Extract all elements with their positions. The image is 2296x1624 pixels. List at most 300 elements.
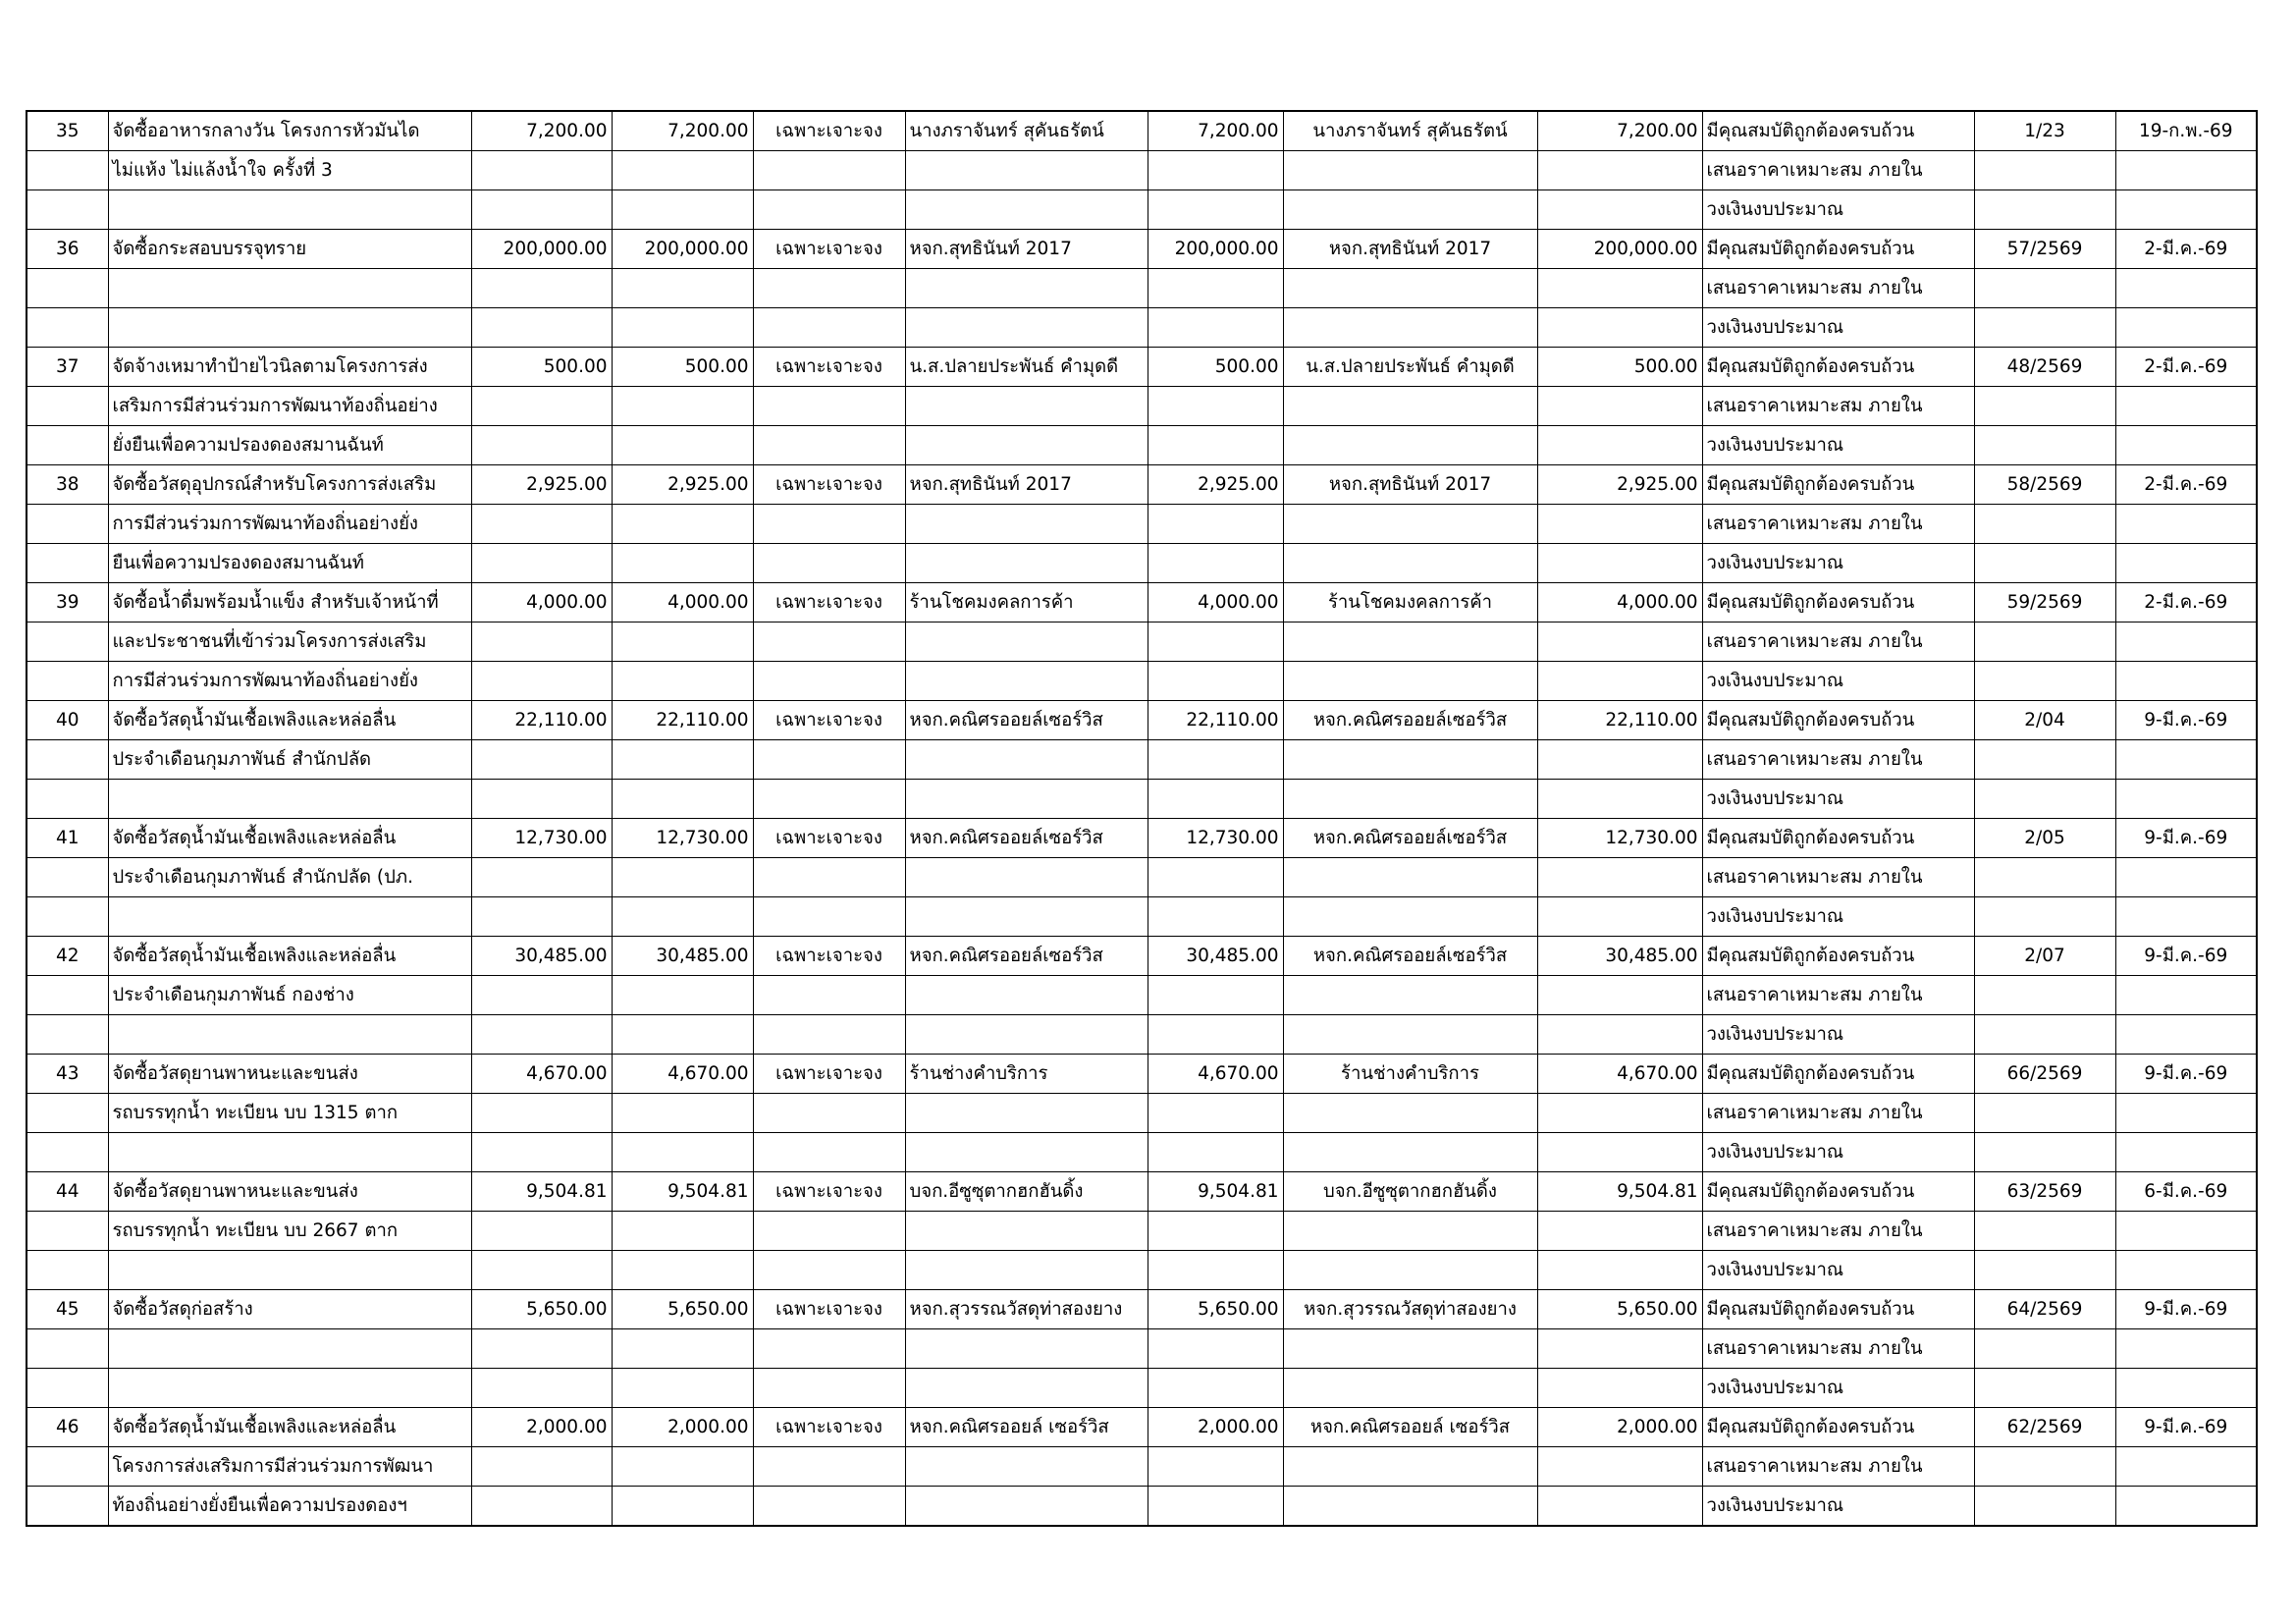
contract-date <box>2115 269 2257 308</box>
budget-amount <box>471 151 612 190</box>
procurement-method <box>753 1369 905 1408</box>
bidder-name <box>905 740 1148 780</box>
winner-name <box>1283 1212 1537 1251</box>
contract-date: 2-มี.ค.-69 <box>2115 465 2257 505</box>
bidder-name <box>905 1212 1148 1251</box>
bidder-name <box>905 1329 1148 1369</box>
item-number <box>27 190 108 230</box>
table-row <box>27 190 2257 230</box>
table-row <box>27 1369 2257 1408</box>
contract-number: 62/2569 <box>1974 1408 2115 1447</box>
table-row <box>27 505 2257 544</box>
winner-name: นางภราจันทร์ สุคันธรัตน์ <box>1283 111 1537 151</box>
procurement-method <box>753 269 905 308</box>
selection-reason: มีคุณสมบัติถูกต้องครบถ้วน <box>1702 348 1974 387</box>
winner-name <box>1283 1133 1537 1172</box>
median-price: 4,670.00 <box>612 1055 753 1094</box>
contract-date: 9-มี.ค.-69 <box>2115 1290 2257 1329</box>
winning-price <box>1537 426 1702 465</box>
procurement-method: เฉพาะเจาะจง <box>753 111 905 151</box>
item-number: 44 <box>27 1172 108 1212</box>
median-price <box>612 269 753 308</box>
procurement-method: เฉพาะเจาะจง <box>753 701 905 740</box>
table-row <box>27 230 2257 269</box>
winner-name <box>1283 544 1537 583</box>
winner-name: หจก.คณิศรออยล์เซอร์วิส <box>1283 937 1537 976</box>
winner-name <box>1283 505 1537 544</box>
selection-reason: มีคุณสมบัติถูกต้องครบถ้วน <box>1702 819 1974 858</box>
selection-reason: วงเงินงบประมาณ <box>1702 308 1974 348</box>
contract-number <box>1974 1369 2115 1408</box>
median-price <box>612 544 753 583</box>
median-price <box>612 1447 753 1487</box>
budget-amount: 30,485.00 <box>471 937 612 976</box>
bid-price <box>1148 1133 1283 1172</box>
winner-name <box>1283 1094 1537 1133</box>
median-price: 12,730.00 <box>612 819 753 858</box>
winner-name <box>1283 1447 1537 1487</box>
contract-number <box>1974 387 2115 426</box>
bidder-name <box>905 308 1148 348</box>
selection-reason: เสนอราคาเหมาะสม ภายใน <box>1702 1329 1974 1369</box>
item-description: จัดซื้อวัสดุน้ำมันเชื้อเพลิงและหล่อลื่น <box>108 819 471 858</box>
winning-price <box>1537 780 1702 819</box>
bid-price <box>1148 1212 1283 1251</box>
winner-name <box>1283 1015 1537 1055</box>
contract-number <box>1974 1212 2115 1251</box>
bidder-name <box>905 269 1148 308</box>
selection-reason: มีคุณสมบัติถูกต้องครบถ้วน <box>1702 465 1974 505</box>
budget-amount <box>471 1212 612 1251</box>
selection-reason: เสนอราคาเหมาะสม ภายใน <box>1702 269 1974 308</box>
selection-reason: มีคุณสมบัติถูกต้องครบถ้วน <box>1702 230 1974 269</box>
median-price: 4,000.00 <box>612 583 753 623</box>
procurement-method: เฉพาะเจาะจง <box>753 1055 905 1094</box>
median-price <box>612 387 753 426</box>
table-row <box>27 308 2257 348</box>
contract-date: 2-มี.ค.-69 <box>2115 230 2257 269</box>
item-number <box>27 976 108 1015</box>
item-number <box>27 308 108 348</box>
item-description: ประจำเดือนกุมภาพันธ์ สำนักปลัด <box>108 740 471 780</box>
median-price <box>612 662 753 701</box>
item-number <box>27 740 108 780</box>
budget-amount: 12,730.00 <box>471 819 612 858</box>
winner-name <box>1283 269 1537 308</box>
procurement-method <box>753 740 905 780</box>
winner-name: หจก.สุทธินันท์ 2017 <box>1283 230 1537 269</box>
budget-amount <box>471 780 612 819</box>
procurement-method: เฉพาะเจาะจง <box>753 937 905 976</box>
winning-price <box>1537 897 1702 937</box>
median-price: 22,110.00 <box>612 701 753 740</box>
procurement-method <box>753 623 905 662</box>
winner-name <box>1283 426 1537 465</box>
contract-date <box>2115 1015 2257 1055</box>
procurement-method <box>753 1329 905 1369</box>
item-description: จัดซื้อวัสดุยานพาหนะและขนส่ง <box>108 1172 471 1212</box>
bid-price: 30,485.00 <box>1148 937 1283 976</box>
median-price <box>612 1133 753 1172</box>
winner-name <box>1283 1329 1537 1369</box>
item-description: และประชาชนที่เข้าร่วมโครงการส่งเสริม <box>108 623 471 662</box>
winning-price: 5,650.00 <box>1537 1290 1702 1329</box>
winning-price <box>1537 505 1702 544</box>
bidder-name <box>905 662 1148 701</box>
budget-amount: 4,670.00 <box>471 1055 612 1094</box>
selection-reason: วงเงินงบประมาณ <box>1702 190 1974 230</box>
table-row <box>27 1251 2257 1290</box>
median-price <box>612 308 753 348</box>
winner-name: ร้านช่างคำบริการ <box>1283 1055 1537 1094</box>
item-number <box>27 426 108 465</box>
item-description: จัดซื้อวัสดุน้ำมันเชื้อเพลิงและหล่อลื่น <box>108 1408 471 1447</box>
procurement-method <box>753 308 905 348</box>
bid-price: 2,000.00 <box>1148 1408 1283 1447</box>
winning-price <box>1537 387 1702 426</box>
table-row <box>27 387 2257 426</box>
item-description: จัดซื้อน้ำดื่มพร้อมน้ำแข็ง สำหรับเจ้าหน้าที่ <box>108 583 471 623</box>
item-number: 37 <box>27 348 108 387</box>
selection-reason: เสนอราคาเหมาะสม ภายใน <box>1702 151 1974 190</box>
bid-price: 4,000.00 <box>1148 583 1283 623</box>
bidder-name <box>905 544 1148 583</box>
winning-price: 4,000.00 <box>1537 583 1702 623</box>
procurement-method: เฉพาะเจาะจง <box>753 465 905 505</box>
selection-reason: วงเงินงบประมาณ <box>1702 544 1974 583</box>
item-description: โครงการส่งเสริมการมีส่วนร่วมการพัฒนา <box>108 1447 471 1487</box>
contract-number <box>1974 308 2115 348</box>
contract-number: 1/23 <box>1974 111 2115 151</box>
item-number <box>27 858 108 897</box>
table-row <box>27 1447 2257 1487</box>
item-number <box>27 1369 108 1408</box>
bid-price <box>1148 269 1283 308</box>
budget-amount <box>471 190 612 230</box>
procurement-method: เฉพาะเจาะจง <box>753 1408 905 1447</box>
table-row <box>27 151 2257 190</box>
contract-date <box>2115 1329 2257 1369</box>
item-number <box>27 1133 108 1172</box>
winning-price <box>1537 269 1702 308</box>
selection-reason: มีคุณสมบัติถูกต้องครบถ้วน <box>1702 1408 1974 1447</box>
winning-price: 500.00 <box>1537 348 1702 387</box>
bid-price <box>1148 858 1283 897</box>
selection-reason: เสนอราคาเหมาะสม ภายใน <box>1702 976 1974 1015</box>
contract-date <box>2115 387 2257 426</box>
median-price <box>612 780 753 819</box>
item-number: 41 <box>27 819 108 858</box>
bidder-name: หจก.สุทธินันท์ 2017 <box>905 230 1148 269</box>
winning-price <box>1537 151 1702 190</box>
item-description <box>108 1329 471 1369</box>
item-description <box>108 780 471 819</box>
bid-price: 7,200.00 <box>1148 111 1283 151</box>
procurement-method <box>753 858 905 897</box>
contract-date <box>2115 1447 2257 1487</box>
contract-number <box>1974 190 2115 230</box>
selection-reason: เสนอราคาเหมาะสม ภายใน <box>1702 740 1974 780</box>
contract-date <box>2115 976 2257 1015</box>
contract-date: 9-มี.ค.-69 <box>2115 1055 2257 1094</box>
bidder-name: บจก.อีซูซุตากฮกฮันดิ้ง <box>905 1172 1148 1212</box>
item-number <box>27 544 108 583</box>
bidder-name <box>905 1015 1148 1055</box>
bid-price <box>1148 1094 1283 1133</box>
budget-amount: 22,110.00 <box>471 701 612 740</box>
budget-amount: 200,000.00 <box>471 230 612 269</box>
item-description: ยั่งยืนเพื่อความปรองดองสมานฉันท์ <box>108 426 471 465</box>
bid-price <box>1148 1487 1283 1527</box>
selection-reason: วงเงินงบประมาณ <box>1702 1487 1974 1527</box>
bidder-name: น.ส.ปลายประพันธ์ คำมุดดี <box>905 348 1148 387</box>
winner-name <box>1283 151 1537 190</box>
procurement-method <box>753 1015 905 1055</box>
procurement-method <box>753 662 905 701</box>
bidder-name: หจก.สุทธินันท์ 2017 <box>905 465 1148 505</box>
bid-price <box>1148 1015 1283 1055</box>
item-number: 45 <box>27 1290 108 1329</box>
item-description <box>108 897 471 937</box>
winning-price: 200,000.00 <box>1537 230 1702 269</box>
item-description <box>108 269 471 308</box>
bidder-name <box>905 387 1148 426</box>
contract-number: 58/2569 <box>1974 465 2115 505</box>
selection-reason: มีคุณสมบัติถูกต้องครบถ้วน <box>1702 111 1974 151</box>
item-description <box>108 190 471 230</box>
selection-reason: เสนอราคาเหมาะสม ภายใน <box>1702 1094 1974 1133</box>
median-price: 500.00 <box>612 348 753 387</box>
winning-price <box>1537 1329 1702 1369</box>
budget-amount: 500.00 <box>471 348 612 387</box>
budget-amount: 7,200.00 <box>471 111 612 151</box>
selection-reason: เสนอราคาเหมาะสม ภายใน <box>1702 1447 1974 1487</box>
winning-price <box>1537 1015 1702 1055</box>
winning-price <box>1537 1133 1702 1172</box>
budget-amount <box>471 308 612 348</box>
winning-price <box>1537 740 1702 780</box>
budget-amount: 9,504.81 <box>471 1172 612 1212</box>
procurement-method <box>753 897 905 937</box>
bidder-name: หจก.คณิศรออยล์เซอร์วิส <box>905 937 1148 976</box>
winner-name: หจก.สุทธินันท์ 2017 <box>1283 465 1537 505</box>
table-row <box>27 1094 2257 1133</box>
item-number: 43 <box>27 1055 108 1094</box>
winner-name <box>1283 976 1537 1015</box>
selection-reason: เสนอราคาเหมาะสม ภายใน <box>1702 505 1974 544</box>
winning-price <box>1537 976 1702 1015</box>
item-description: การมีส่วนร่วมการพัฒนาท้องถิ่นอย่างยั่ง <box>108 505 471 544</box>
contract-date: 9-มี.ค.-69 <box>2115 937 2257 976</box>
item-description: จัดซื้อกระสอบบรรจุทราย <box>108 230 471 269</box>
bid-price: 5,650.00 <box>1148 1290 1283 1329</box>
bid-price <box>1148 426 1283 465</box>
table-row <box>27 269 2257 308</box>
selection-reason: วงเงินงบประมาณ <box>1702 426 1974 465</box>
bid-price <box>1148 1447 1283 1487</box>
contract-date <box>2115 308 2257 348</box>
bidder-name: ร้านช่างคำบริการ <box>905 1055 1148 1094</box>
contract-number <box>1974 1487 2115 1527</box>
contract-number: 2/05 <box>1974 819 2115 858</box>
contract-date: 2-มี.ค.-69 <box>2115 583 2257 623</box>
table-row <box>27 662 2257 701</box>
contract-number <box>1974 897 2115 937</box>
item-description <box>108 1133 471 1172</box>
median-price: 9,504.81 <box>612 1172 753 1212</box>
median-price <box>612 1369 753 1408</box>
bid-price: 22,110.00 <box>1148 701 1283 740</box>
selection-reason: มีคุณสมบัติถูกต้องครบถ้วน <box>1702 1290 1974 1329</box>
selection-reason: วงเงินงบประมาณ <box>1702 1015 1974 1055</box>
contract-date: 9-มี.ค.-69 <box>2115 701 2257 740</box>
procurement-method: เฉพาะเจาะจง <box>753 1172 905 1212</box>
item-description: รถบรรทุกน้ำ ทะเบียน บบ 2667 ตาก <box>108 1212 471 1251</box>
selection-reason: วงเงินงบประมาณ <box>1702 1251 1974 1290</box>
bidder-name: หจก.คณิศรออยล์ เซอร์วิส <box>905 1408 1148 1447</box>
table-row <box>27 1055 2257 1094</box>
median-price <box>612 151 753 190</box>
bidder-name <box>905 623 1148 662</box>
contract-number: 2/04 <box>1974 701 2115 740</box>
bidder-name: หจก.คณิศรออยล์เซอร์วิส <box>905 701 1148 740</box>
winning-price <box>1537 858 1702 897</box>
bidder-name: ร้านโชคมงคลการค้า <box>905 583 1148 623</box>
contract-date <box>2115 662 2257 701</box>
item-description: จัดซื้อวัสดุอุปกรณ์สำหรับโครงการส่งเสริม <box>108 465 471 505</box>
item-description: เสริมการมีส่วนร่วมการพัฒนาท้องถิ่นอย่าง <box>108 387 471 426</box>
bid-price: 12,730.00 <box>1148 819 1283 858</box>
item-number <box>27 505 108 544</box>
budget-amount <box>471 269 612 308</box>
contract-number: 2/07 <box>1974 937 2115 976</box>
winner-name <box>1283 308 1537 348</box>
contract-date <box>2115 190 2257 230</box>
table-row <box>27 583 2257 623</box>
winner-name <box>1283 1487 1537 1527</box>
bid-price: 500.00 <box>1148 348 1283 387</box>
table-row <box>27 426 2257 465</box>
selection-reason: วงเงินงบประมาณ <box>1702 662 1974 701</box>
contract-number <box>1974 1251 2115 1290</box>
item-number <box>27 151 108 190</box>
table-row <box>27 740 2257 780</box>
item-number <box>27 1447 108 1487</box>
budget-amount <box>471 1369 612 1408</box>
bidder-name <box>905 190 1148 230</box>
item-number <box>27 897 108 937</box>
item-number <box>27 662 108 701</box>
table-row <box>27 976 2257 1015</box>
winning-price <box>1537 1369 1702 1408</box>
bidder-name <box>905 505 1148 544</box>
median-price <box>612 505 753 544</box>
procurement-method: เฉพาะเจาะจง <box>753 1290 905 1329</box>
budget-amount: 4,000.00 <box>471 583 612 623</box>
median-price <box>612 1094 753 1133</box>
winner-name <box>1283 897 1537 937</box>
contract-number <box>1974 505 2115 544</box>
median-price <box>612 1015 753 1055</box>
contract-number <box>1974 426 2115 465</box>
bidder-name <box>905 1369 1148 1408</box>
procurement-method: เฉพาะเจาะจง <box>753 230 905 269</box>
contract-number <box>1974 976 2115 1015</box>
item-description: จัดซื้อวัสดุก่อสร้าง <box>108 1290 471 1329</box>
winner-name <box>1283 780 1537 819</box>
procurement-method: เฉพาะเจาะจง <box>753 819 905 858</box>
winner-name: หจก.คณิศรออยล์เซอร์วิส <box>1283 819 1537 858</box>
selection-reason: มีคุณสมบัติถูกต้องครบถ้วน <box>1702 1172 1974 1212</box>
bidder-name <box>905 1094 1148 1133</box>
contract-number <box>1974 858 2115 897</box>
median-price <box>612 190 753 230</box>
table-row <box>27 780 2257 819</box>
bidder-name <box>905 1133 1148 1172</box>
procurement-method <box>753 1094 905 1133</box>
budget-amount <box>471 1329 612 1369</box>
contract-date <box>2115 151 2257 190</box>
table-row <box>27 348 2257 387</box>
item-number: 42 <box>27 937 108 976</box>
contract-date <box>2115 1369 2257 1408</box>
bid-price <box>1148 505 1283 544</box>
median-price <box>612 623 753 662</box>
winner-name: หจก.คณิศรออยล์เซอร์วิส <box>1283 701 1537 740</box>
winning-price: 2,925.00 <box>1537 465 1702 505</box>
table-row <box>27 1133 2257 1172</box>
contract-number <box>1974 662 2115 701</box>
budget-amount: 2,000.00 <box>471 1408 612 1447</box>
winner-name <box>1283 740 1537 780</box>
contract-date <box>2115 1487 2257 1527</box>
contract-number <box>1974 151 2115 190</box>
item-number <box>27 623 108 662</box>
winner-name: บจก.อีซูซุตากฮกฮันดิ้ง <box>1283 1172 1537 1212</box>
item-number <box>27 1251 108 1290</box>
bidder-name <box>905 426 1148 465</box>
procurement-method <box>753 544 905 583</box>
table-row <box>27 1212 2257 1251</box>
contract-date <box>2115 1212 2257 1251</box>
contract-date: 9-มี.ค.-69 <box>2115 819 2257 858</box>
procurement-method <box>753 1212 905 1251</box>
item-description <box>108 1015 471 1055</box>
item-description: ท้องถิ่นอย่างยั่งยืนเพื่อความปรองดองฯ <box>108 1487 471 1527</box>
item-description <box>108 308 471 348</box>
contract-number <box>1974 740 2115 780</box>
contract-number: 64/2569 <box>1974 1290 2115 1329</box>
contract-number: 48/2569 <box>1974 348 2115 387</box>
table-row <box>27 897 2257 937</box>
selection-reason: เสนอราคาเหมาะสม ภายใน <box>1702 1212 1974 1251</box>
procurement-method <box>753 151 905 190</box>
table-row <box>27 701 2257 740</box>
item-description: การมีส่วนร่วมการพัฒนาท้องถิ่นอย่างยั่ง <box>108 662 471 701</box>
bid-price <box>1148 544 1283 583</box>
winner-name <box>1283 1251 1537 1290</box>
contract-date: 9-มี.ค.-69 <box>2115 1408 2257 1447</box>
bidder-name <box>905 1487 1148 1527</box>
contract-date: 6-มี.ค.-69 <box>2115 1172 2257 1212</box>
item-number <box>27 780 108 819</box>
budget-amount <box>471 976 612 1015</box>
selection-reason: วงเงินงบประมาณ <box>1702 1369 1974 1408</box>
winner-name <box>1283 1369 1537 1408</box>
item-number <box>27 387 108 426</box>
selection-reason: มีคุณสมบัติถูกต้องครบถ้วน <box>1702 1055 1974 1094</box>
contract-date <box>2115 544 2257 583</box>
